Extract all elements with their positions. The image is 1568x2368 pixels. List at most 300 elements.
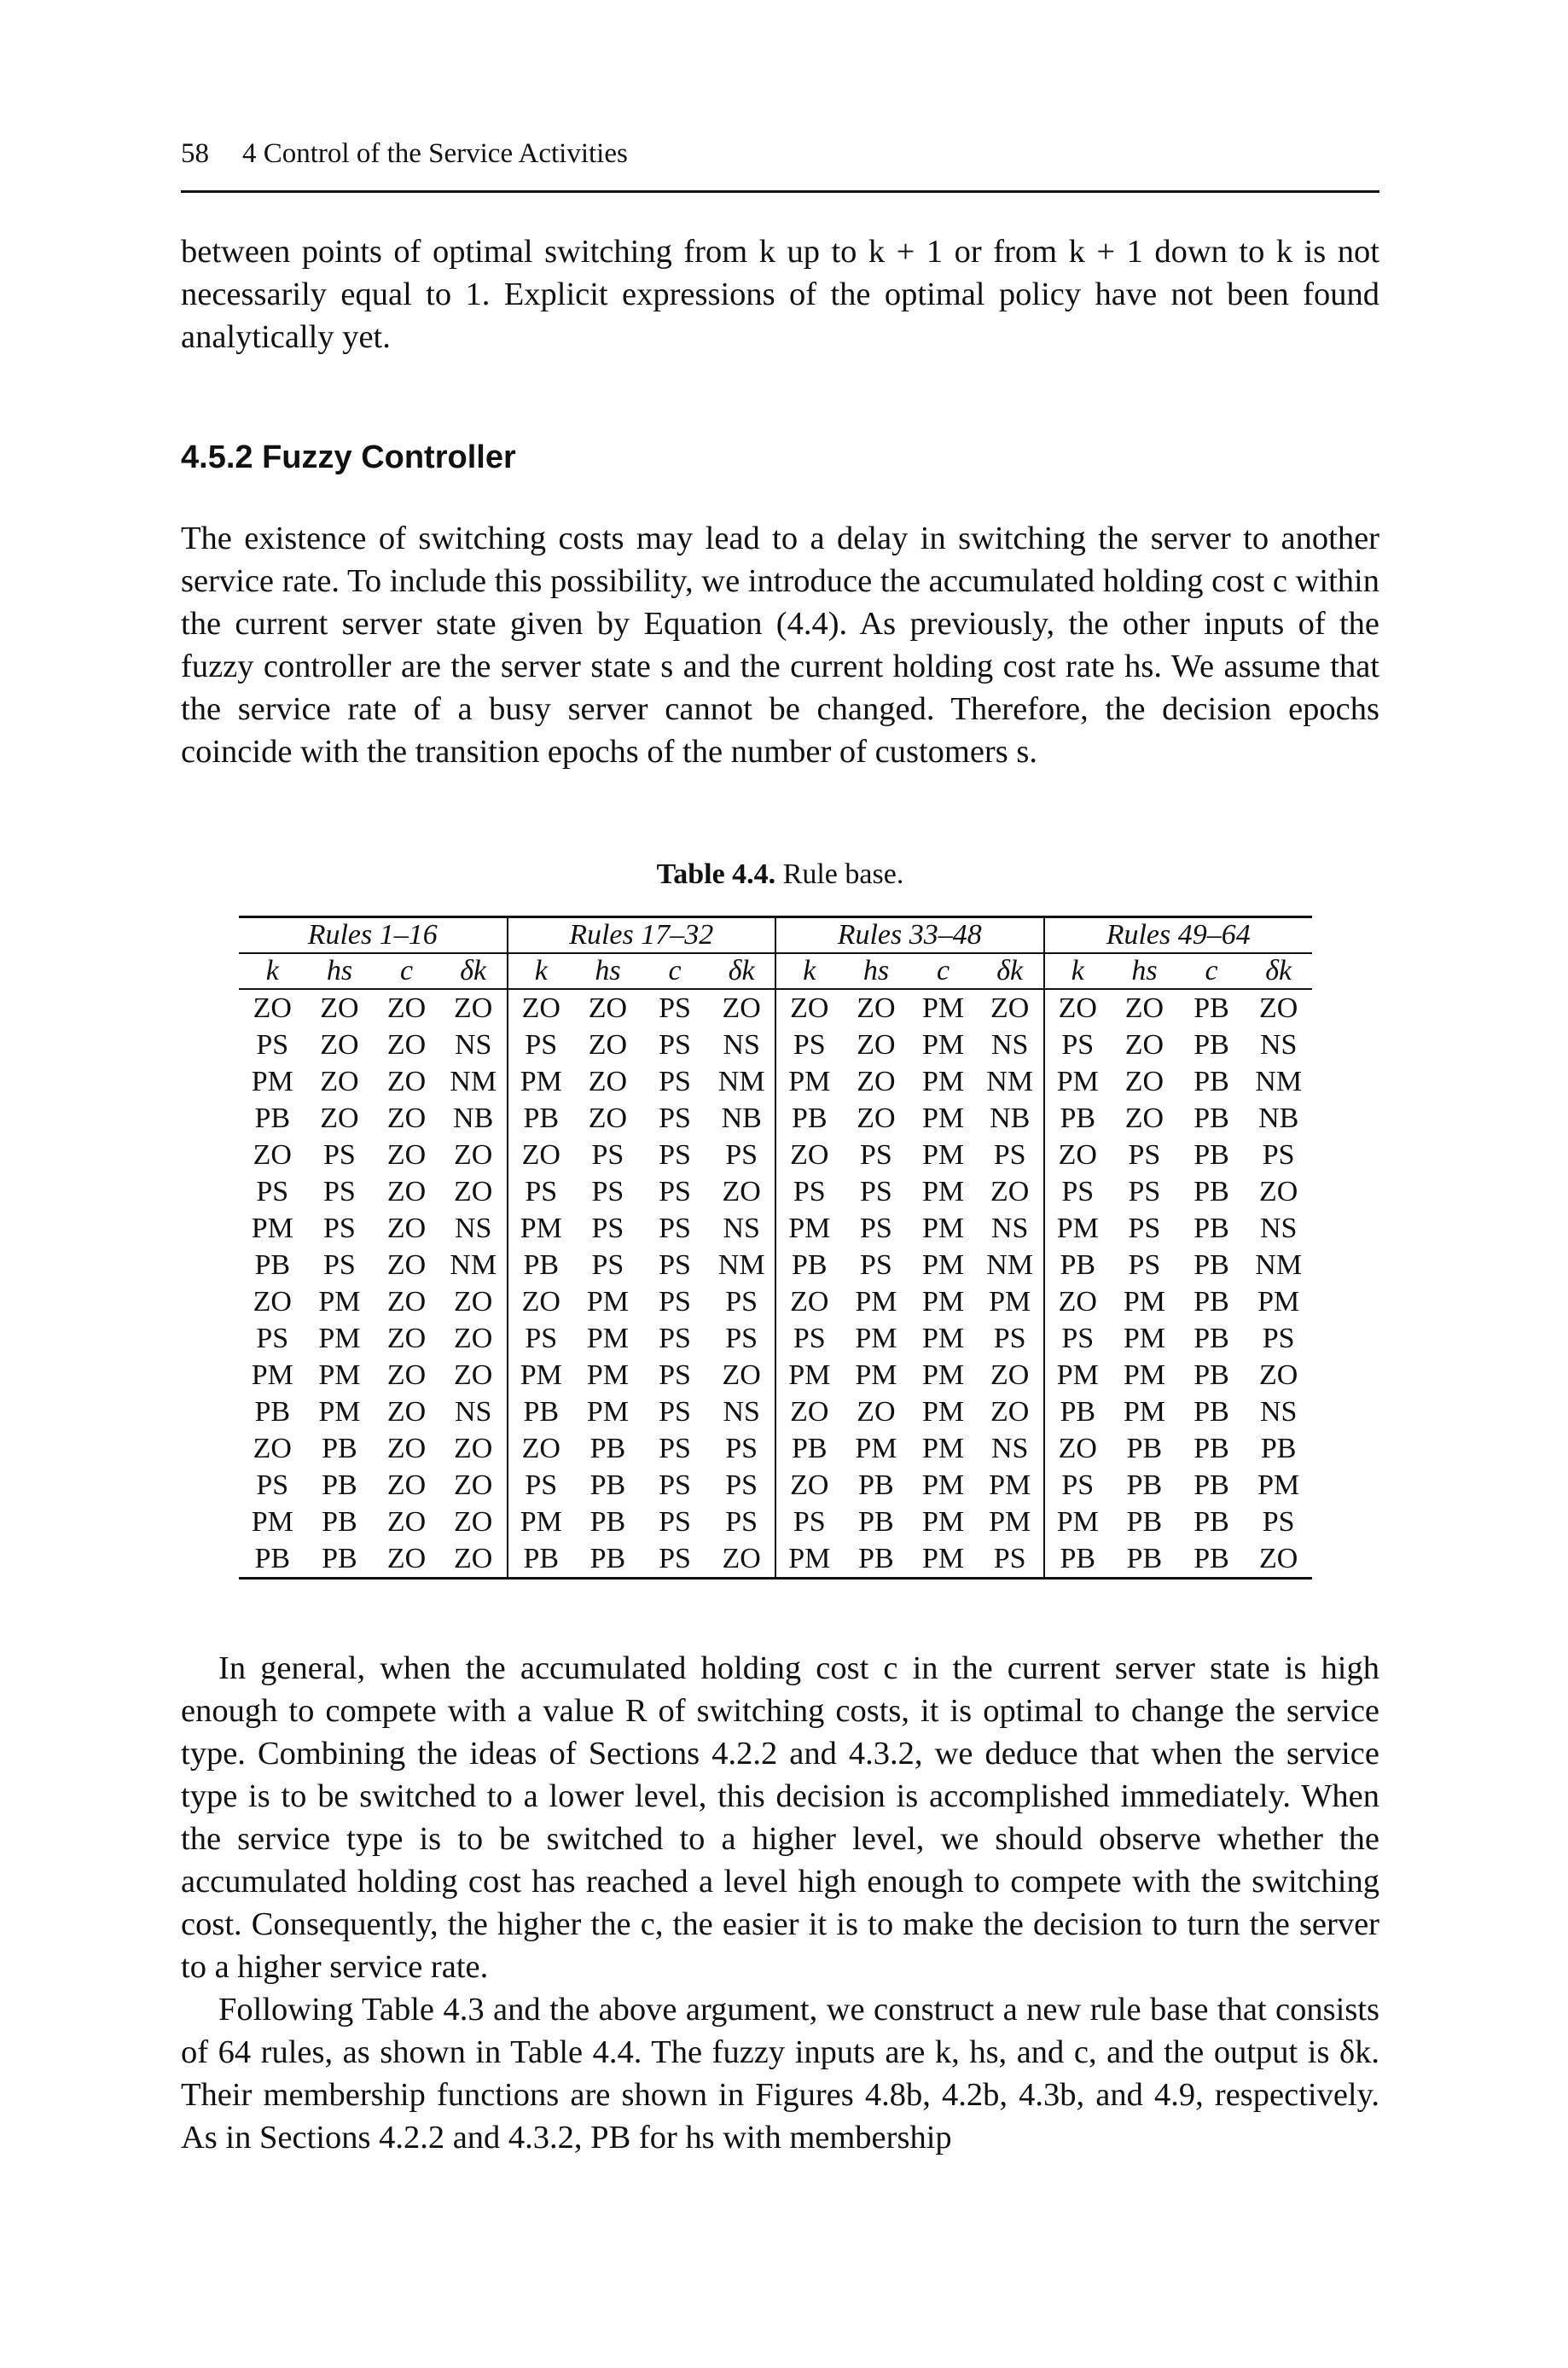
table-cell: ZO [1124,1103,1164,1134]
table-cell: NS [454,1029,492,1061]
table-row [239,989,1312,1027]
table-row [239,1027,1312,1063]
table-cell: NM [1255,1249,1303,1281]
table-cell: PS [323,1176,356,1207]
table-cell: NM [1255,1066,1303,1097]
table-cell: NM [986,1066,1034,1097]
table-cell: PM [1123,1286,1165,1318]
table-row [239,1100,1312,1137]
table-cell: ZO [454,1323,493,1354]
table-cell: PS [659,1029,691,1061]
table-cell: ZO [775,1393,843,1430]
table-cell: PM [855,1433,897,1464]
table-cell: ZO [454,1433,493,1464]
table-cell: PM [921,1066,965,1097]
rule-base-table-wrapper [239,916,1312,1580]
table-cell: PS [725,1506,758,1538]
table-cell: PB [508,1540,575,1579]
table-cell: PM [251,1066,293,1097]
table-cell: PB [1126,1469,1163,1501]
table-row [239,1393,1312,1430]
table-cell: PM [251,1213,293,1244]
rule-group-header: Rules 49–64 [1044,917,1313,954]
table-cell: PS [1044,1467,1112,1504]
table-cell: PM [1044,1210,1112,1247]
table-cell: ZO [708,1540,775,1579]
table-cell: PS [725,1139,758,1171]
table-cell: NB [990,1103,1031,1134]
table-cell: PB [306,1540,374,1579]
table-cell: PM [989,1506,1031,1538]
table-cell: PS [1128,1139,1161,1171]
table-cell: ZO [990,1176,1030,1207]
table-cell: PS [591,1139,624,1171]
table-cell: PM [586,1359,629,1391]
table-cell: PM [251,1359,293,1391]
table-cell: PM [921,1213,965,1244]
table-caption [181,857,1379,893]
table-cell: ZO [588,1103,628,1134]
table-cell: PM [775,1540,843,1579]
table-cell: ZO [857,1103,896,1134]
table-cell: PM [1123,1396,1165,1428]
column-header: c [373,953,440,989]
table-cell: PM [775,1210,843,1247]
table-cell: PB [322,1506,357,1538]
table-cell: PB [1193,1029,1229,1061]
table-cell: NS [990,1433,1029,1464]
table-cell: PS [508,1027,575,1063]
table-cell: PM [1123,1323,1165,1354]
table-cell: ZO [386,1103,427,1134]
table-cell: NM [717,1249,765,1281]
table-cell: PS [725,1286,758,1318]
table-cell: PB [589,1506,626,1538]
table-cell: PS [775,1027,843,1063]
table-cell: ZO [1044,1283,1112,1320]
table-cell: PM [921,1029,965,1061]
table-row [239,1063,1312,1100]
table-cell: PB [843,1540,910,1579]
table-cell: ZO [386,1066,427,1097]
table-cell: PS [659,1286,691,1318]
body-paragraph-3: Following Table 4.3 and the above argument, we construct a new rule base that consists of 64 rules, as shown in Table 4.4. The fuzzy inputs are k, hs, and c, and the output is δk. Their membership functions are shown in Figures 4.8b, 4.2b, 4.3b, and 4.9, respectively. As in Sections 4.2.2 and 4.3.2, PB for hs with membership [181,1992,1379,2156]
rule-base-table [239,916,1312,1580]
table-cell: PS [659,1139,691,1171]
table-cell: PM [921,1103,965,1134]
table-cell: PB [322,1433,357,1464]
table-cell: ZO [253,1433,292,1464]
table-cell: ZO [386,1213,427,1244]
table-cell: PS [659,1249,691,1281]
header-rule [181,190,1379,193]
table-cell: ZO [320,992,359,1024]
table-cell: PM [921,1506,965,1538]
running-header [181,137,1379,171]
table-cell: PB [1193,1469,1229,1501]
table-cell: ZO [857,1066,896,1097]
table-cell: PB [508,1247,575,1283]
table-cell: ZO [1124,1066,1164,1097]
table-cell: ZO [508,1283,575,1320]
table-cell: PS [256,1176,289,1207]
table-cell: PB [1044,1247,1112,1283]
table-cell: PB [1044,1100,1112,1137]
table-cell: ZO [722,1176,761,1207]
table-cell: ZO [320,1103,359,1134]
table-cell: ZO [454,1469,493,1501]
table-cell: ZO [508,989,575,1027]
table-cell: ZO [1259,992,1298,1024]
table-cell: PS [659,992,691,1024]
table-cell: PB [1193,1396,1229,1428]
table-cell: PM [318,1286,361,1318]
table-cell: ZO [386,992,427,1024]
table-cell: PS [256,1323,289,1354]
table-cell: PM [921,1396,965,1428]
rule-group-header: Rules 33–48 [775,917,1044,954]
table-row [239,1173,1312,1210]
table-cell: ZO [386,1286,427,1318]
table-cell: ZO [857,992,896,1024]
table-cell: PB [1193,1249,1229,1281]
table-cell: ZO [508,1430,575,1467]
table-cell: PB [254,1103,291,1134]
table-column-header-row [239,953,1312,989]
table-cell: PS [1044,1320,1112,1357]
table-cell: ZO [588,1066,628,1097]
table-cell: PM [318,1396,361,1428]
table-cell: NB [453,1103,494,1134]
table-cell: ZO [454,1359,493,1391]
body-paragraph-1: The existence of switching costs may lead to a delay in switching the server to another service rate. To include this possibility, we introduce the accumulated holding cost c within the current server state given by Equation (4.4). As previously, the other inputs of the fuzzy controller are the server state s and the current holding cost rate hs. We assume that the service rate of a busy server cannot be changed. Therefore, the decision epochs coincide with the transition epochs of the number of customers s. [181,521,1379,770]
table-cell: ZO [1044,989,1112,1027]
table-cell: NS [723,1396,760,1428]
table-cell: PS [993,1139,1026,1171]
table-cell: PS [860,1249,892,1281]
table-cell: PS [1044,1173,1112,1210]
column-header: k [239,953,306,989]
table-cell: PS [977,1540,1044,1579]
table-cell: ZO [1124,992,1164,1024]
table-cell: ZO [990,1359,1030,1391]
table-cell: ZO [454,1139,493,1171]
table-cell: PM [909,1540,977,1579]
table-cell: PS [725,1469,758,1501]
table-cell: NS [454,1213,492,1244]
table-cell: PS [659,1359,691,1391]
table-cell: ZO [1259,1359,1298,1391]
table-cell: PB [254,1249,291,1281]
table-cell: PB [1178,1540,1246,1579]
table-cell: PM [586,1396,629,1428]
table-cell: PB [1111,1540,1178,1579]
table-row [239,1283,1312,1320]
table-cell: PM [921,1433,965,1464]
table-cell: PB [1126,1506,1163,1538]
table-cell: NS [454,1396,492,1428]
column-header: hs [843,953,910,989]
table-cell: ZO [990,992,1030,1024]
table-cell: ZO [253,992,292,1024]
table-cell: PB [574,1540,642,1579]
table-cell: ZO [1044,1137,1112,1173]
table-cell: PM [775,1063,843,1100]
table-cell: PB [1193,1103,1229,1134]
table-cell: ZO [1124,1029,1164,1061]
table-row [239,1504,1312,1540]
table-cell: PB [775,1247,843,1283]
table-cell: PS [659,1213,691,1244]
table-cell: ZO [1259,1176,1298,1207]
table-cell: PS [659,1433,691,1464]
table-row [239,1247,1312,1283]
table-cell: PS [659,1396,691,1428]
table-cell: PS [775,1504,843,1540]
table-cell: NS [1259,1396,1298,1428]
table-row [239,1430,1312,1467]
table-cell: PS [659,1323,691,1354]
table-cell: PB [1044,1540,1112,1579]
column-header: δk [440,953,508,989]
table-cell: PM [921,1323,965,1354]
table-cell: ZO [775,989,843,1027]
table-cell: ZO [454,1506,493,1538]
table-cell: PS [591,1213,624,1244]
rule-group-header: Rules 1–16 [239,917,508,954]
table-cell: PM [1044,1357,1112,1393]
table-cell: PS [508,1320,575,1357]
table-cell: PB [1193,1066,1229,1097]
table-row [239,1137,1312,1173]
table-cell: PM [318,1323,361,1354]
table-cell: NM [717,1066,765,1097]
table-cell: PB [1193,1139,1229,1171]
table-cell: PM [508,1063,575,1100]
table-cell: NS [1259,1029,1298,1061]
table-cell: ZO [440,1540,508,1579]
table-cell: ZO [386,1396,427,1428]
table-cell: NM [450,1249,497,1281]
table-cell: NS [990,1213,1029,1244]
table-cell: PB [858,1469,894,1501]
table-cell: ZO [775,1283,843,1320]
table-cell: ZO [386,1176,427,1207]
table-cell: PB [1193,1286,1229,1318]
table-cell: PB [508,1393,575,1430]
table-cell: NS [990,1029,1029,1061]
table-caption-text: Rule base. [775,858,904,890]
table-cell: PS [1128,1176,1161,1207]
table-cell: ZO [508,1137,575,1173]
table-cell: PM [586,1286,629,1318]
table-cell: PB [775,1100,843,1137]
table-cell: ZO [722,1359,761,1391]
table-cell: PM [989,1469,1031,1501]
table-cell: PS [725,1433,758,1464]
page-number: 58 [181,138,209,169]
table-body [239,989,1312,1579]
table-cell: ZO [253,1139,292,1171]
intro-paragraph: between points of optimal switching from k up to k + 1 or from k + 1 down to k is not necessarily equal to 1. Explicit expressions of the optimal policy have not been found analytically yet. [181,234,1379,355]
column-header: hs [306,953,374,989]
table-cell: PM [1257,1469,1300,1501]
column-header: hs [1111,953,1178,989]
table-cell: PB [1260,1433,1297,1464]
table-cell: ZO [857,1029,896,1061]
column-header: δk [708,953,775,989]
table-cell: ZO [386,1469,427,1501]
table-cell: PM [775,1357,843,1393]
table-cell: PS [1044,1027,1112,1063]
table-cell: PB [858,1506,894,1538]
table-cell: ZO [1245,1540,1312,1579]
table-cell: PM [921,992,965,1024]
table-cell: PS [256,1469,289,1501]
table-cell: NM [986,1249,1034,1281]
table-caption-label: Table 4.4. [656,858,776,890]
table-row [239,1210,1312,1247]
table-cell: PS [1262,1323,1295,1354]
table-cell: PS [256,1029,289,1061]
table-cell: PS [1128,1249,1161,1281]
table-cell: PB [775,1430,843,1467]
table-cell: PS [775,1173,843,1210]
table-cell: PB [1193,1359,1229,1391]
table-row [239,1357,1312,1393]
table-cell: PS [725,1323,758,1354]
table-cell: PS [323,1249,356,1281]
table-cell: PM [921,1176,965,1207]
table-cell: ZO [588,1029,628,1061]
table-cell: ZO [454,992,493,1024]
table-cell: PM [989,1286,1031,1318]
table-group-header-row [239,917,1312,954]
table-cell: PB [322,1469,357,1501]
table-cell: ZO [454,1286,493,1318]
section-heading: 4.5.2 Fuzzy Controller [181,439,516,475]
table-cell: ZO [775,1467,843,1504]
table-cell: ZO [588,992,628,1024]
table-cell: ZO [386,1506,427,1538]
column-header: k [508,953,575,989]
column-header: k [775,953,843,989]
table-cell: ZO [386,1433,427,1464]
table-cell: PM [508,1504,575,1540]
table-cell: PS [1262,1506,1295,1538]
table-cell: PS [1262,1139,1295,1171]
column-header: δk [1245,953,1312,989]
table-row [239,1320,1312,1357]
table-cell: PS [323,1139,356,1171]
table-cell: PM [1257,1286,1300,1318]
table-cell: PS [508,1467,575,1504]
table-cell: PS [591,1176,624,1207]
table-cell: PS [659,1506,691,1538]
column-header: c [1178,953,1246,989]
table-cell: PM [855,1359,897,1391]
table-cell: ZO [320,1029,359,1061]
table-cell: PS [659,1469,691,1501]
table-cell: PM [1123,1359,1165,1391]
rule-group-header: Rules 17–32 [508,917,776,954]
table-cell: PM [855,1286,897,1318]
table-row [239,1540,1312,1579]
table-cell: PS [1128,1213,1161,1244]
table-cell: NS [723,1213,760,1244]
table-cell: NS [1259,1213,1298,1244]
table-cell: PB [239,1540,306,1579]
column-header: c [909,953,977,989]
table-cell: PM [586,1323,629,1354]
table-cell: PM [318,1359,361,1391]
table-cell: PS [775,1320,843,1357]
table-cell: NM [450,1066,497,1097]
table-cell: PS [591,1249,624,1281]
column-header: δk [977,953,1044,989]
table-cell: PS [993,1323,1026,1354]
table-cell: PM [1044,1063,1112,1100]
running-title: 4 Control of the Service Activities [242,138,628,169]
column-header: hs [574,953,642,989]
table-cell: PS [508,1173,575,1210]
table-cell: ZO [386,1029,427,1061]
column-header: k [1044,953,1112,989]
table-cell: PM [855,1323,897,1354]
table-cell: PS [659,1103,691,1134]
table-cell: PS [860,1176,892,1207]
table-cell: PB [1193,992,1229,1024]
table-cell: PM [921,1139,965,1171]
table-cell: PB [1193,1176,1229,1207]
table-cell: NS [723,1029,760,1061]
column-header: c [642,953,709,989]
table-cell: PM [921,1286,965,1318]
table-cell: PB [1193,1213,1229,1244]
table-cell: PB [508,1100,575,1137]
table-cell: PM [921,1249,965,1281]
table-cell: PB [1126,1433,1163,1464]
table-cell: ZO [386,1249,427,1281]
table-cell: PB [589,1433,626,1464]
table-cell: ZO [253,1286,292,1318]
table-cell: PB [1193,1433,1229,1464]
table-cell: ZO [1044,1430,1112,1467]
table-cell: ZO [857,1396,896,1428]
table-row [239,1467,1312,1504]
table-cell: ZO [320,1066,359,1097]
table-cell: PS [860,1213,892,1244]
table-cell: PS [659,1066,691,1097]
table-cell: PM [508,1210,575,1247]
table-cell: PB [589,1469,626,1501]
table-cell: ZO [386,1139,427,1171]
table-cell: ZO [990,1396,1030,1428]
table-cell: ZO [386,1359,427,1391]
table-cell: NB [1258,1103,1299,1134]
table-cell: PM [1044,1504,1112,1540]
table-cell: PS [642,1540,709,1579]
table-cell: ZO [386,1323,427,1354]
table-cell: PM [508,1357,575,1393]
table-cell: NB [721,1103,762,1134]
table-cell: PM [921,1359,965,1391]
table-cell: PM [251,1506,293,1538]
table-cell: PB [1044,1393,1112,1430]
table-cell: ZO [722,992,761,1024]
table-cell: PB [1193,1323,1229,1354]
table-cell: PS [860,1139,892,1171]
